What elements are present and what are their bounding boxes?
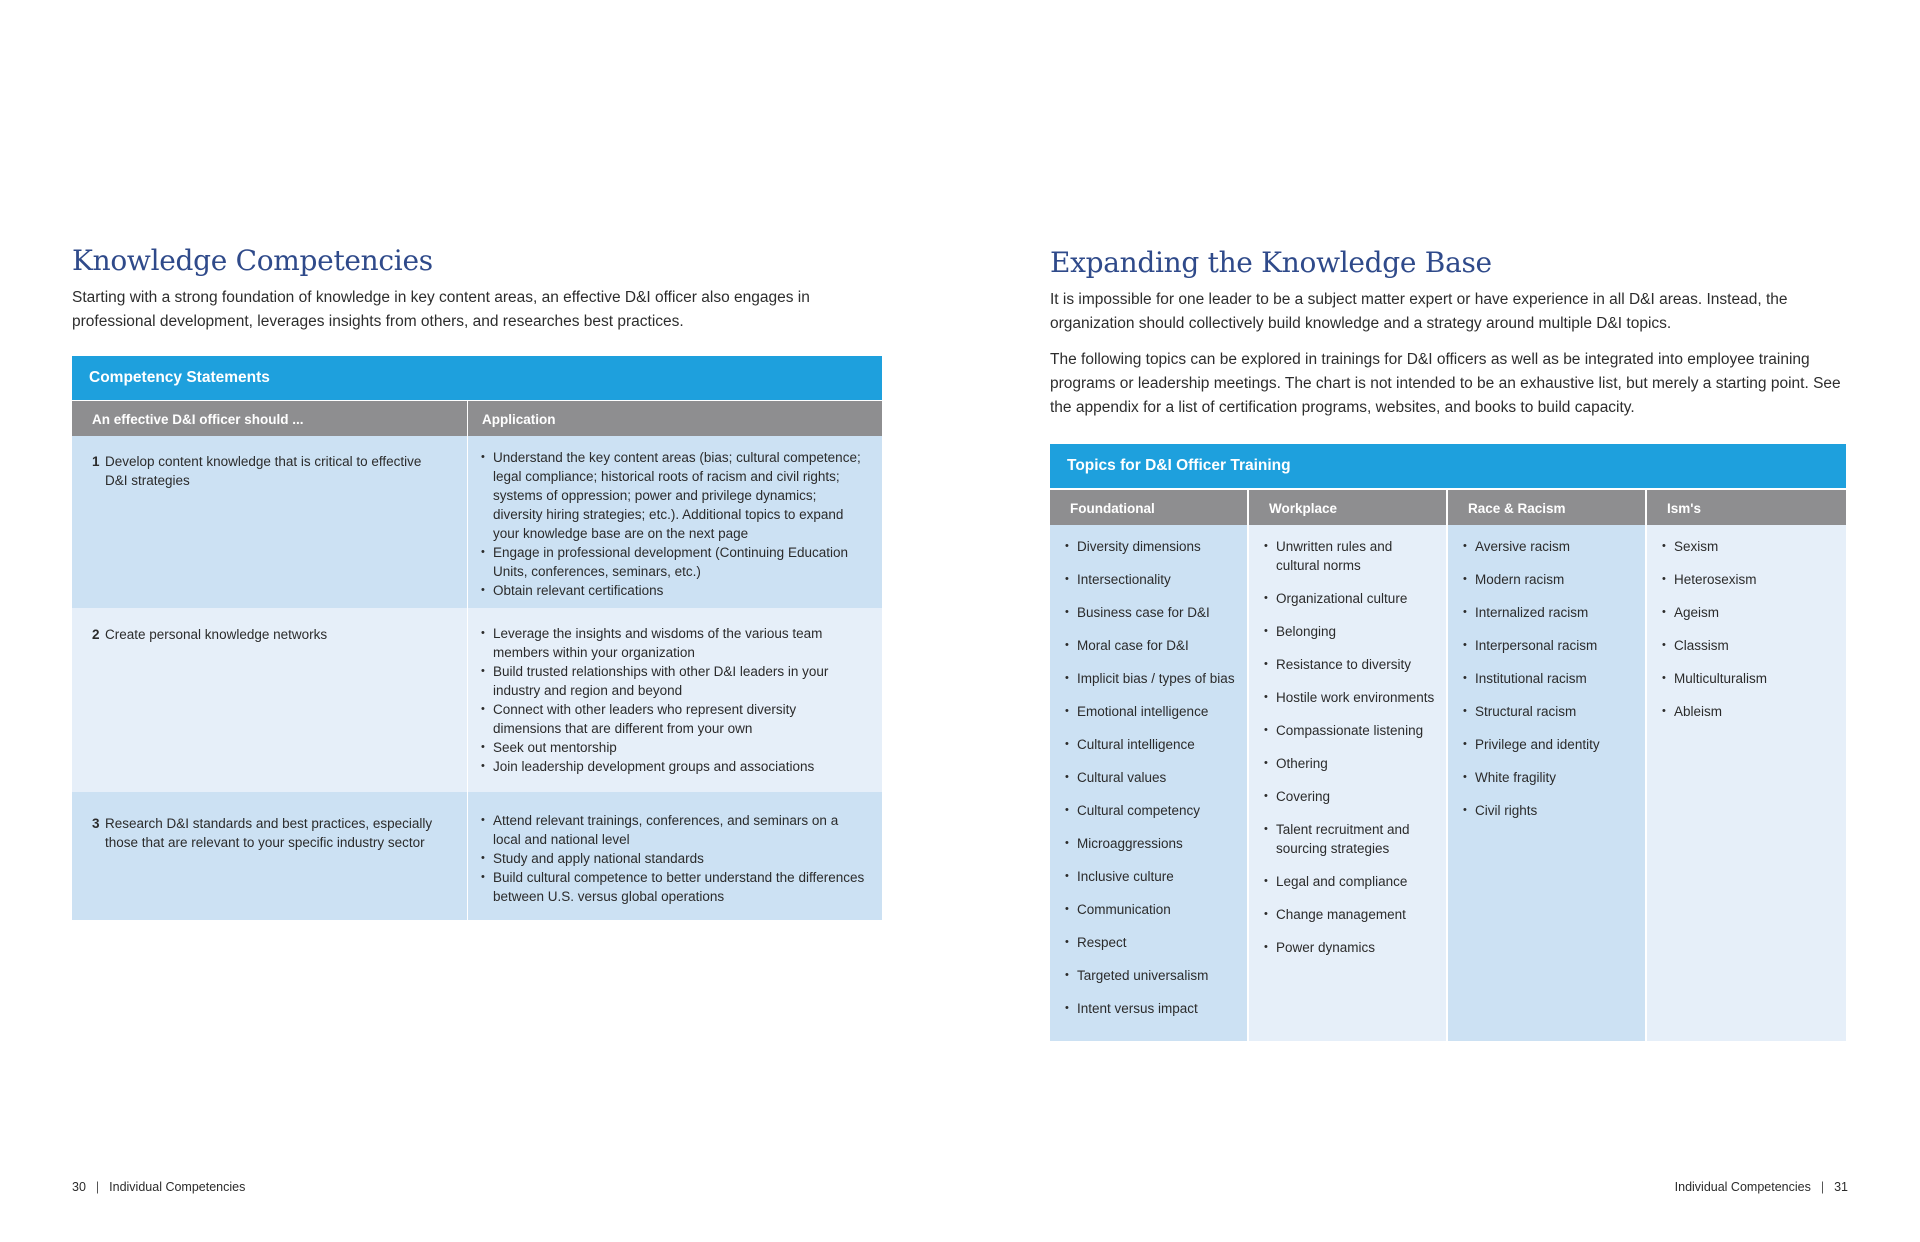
list-item: • Build cultural competence to better understand the differences between U.S. versus global operations xyxy=(480,868,868,906)
row-number: 1 xyxy=(92,454,100,469)
list-item: • Intent versus impact xyxy=(1064,999,1239,1018)
list-item: • Privilege and identity xyxy=(1462,735,1637,754)
table-title: Topics for D&I Officer Training xyxy=(1050,444,1846,488)
page-footer xyxy=(1675,1180,1848,1194)
list-item: • Engage in professional development (Continuing Education Units, conferences, seminars, etc.) xyxy=(480,543,868,581)
footer-separator: | xyxy=(95,1180,100,1194)
intro-paragraph: It is impossible for one leader to be a subject matter expert or have experience in all D&I areas. Instead, the organization should collectively build knowledge and a strategy around multiple D&I topics. xyxy=(1050,291,1788,332)
list-item: • Leverage the insights and wisdoms of the various team members within your organization xyxy=(480,624,868,662)
list-item: • Talent recruitment and sourcing strategies xyxy=(1263,820,1438,858)
footer-separator: | xyxy=(1820,1180,1825,1194)
list-item: • Multiculturalism xyxy=(1661,669,1838,688)
list-item: • Diversity dimensions xyxy=(1064,537,1239,556)
list-item: • Hostile work environments xyxy=(1263,688,1438,707)
list-item: • White fragility xyxy=(1462,768,1637,787)
list-item: • Aversive racism xyxy=(1462,537,1637,556)
intro-paragraph: Starting with a strong foundation of knowledge in key content areas, an effective D&I officer also engages in professional development, leverages insights from others, and researches best practices. xyxy=(72,289,810,330)
column-header-race-racism: Race & Racism xyxy=(1448,490,1647,525)
list-item: • Join leadership development groups and associations xyxy=(480,757,868,776)
list-item: • Attend relevant trainings, conferences, and seminars on a local and national level xyxy=(480,811,868,849)
footer-section: Individual Competencies xyxy=(1674,1180,1811,1194)
competency-statement xyxy=(72,436,468,608)
list-item: • Obtain relevant certifications xyxy=(480,581,868,600)
list-item: • Cultural competency xyxy=(1064,801,1239,820)
list-item: • Legal and compliance xyxy=(1263,872,1438,891)
list-item: • Intersectionality xyxy=(1064,570,1239,589)
list-item: • Change management xyxy=(1263,905,1438,924)
list-item: • Internalized racism xyxy=(1462,603,1637,622)
column-header-foundational: Foundational xyxy=(1050,490,1249,525)
table-header-row xyxy=(72,401,882,436)
list-item: • Cultural intelligence xyxy=(1064,735,1239,754)
list-item: • Understand the key content areas (bias; cultural competence; legal compliance; historical roots of racism and civil rights; systems of oppression; power and privilege dynamics; diversity hiring strategies; etc.). Additional topics to expand your knowledge base are on the next page xyxy=(480,448,868,543)
competency-table xyxy=(72,356,882,920)
column-foundational xyxy=(1050,525,1249,1041)
right-page xyxy=(960,0,1920,1242)
list-item: • Modern racism xyxy=(1462,570,1637,589)
column-isms xyxy=(1647,525,1846,1041)
column-header-workplace: Workplace xyxy=(1249,490,1448,525)
list-item: • Compassionate listening xyxy=(1263,721,1438,740)
table-body xyxy=(1050,525,1846,1041)
competency-statement xyxy=(72,792,468,920)
page-number: 30 xyxy=(72,1180,86,1194)
application-cell xyxy=(468,608,882,792)
list-item: • Resistance to diversity xyxy=(1263,655,1438,674)
topics-table xyxy=(1050,444,1846,1041)
page-footer xyxy=(72,1180,245,1194)
list-item: • Implicit bias / types of bias xyxy=(1064,669,1239,688)
list-item: • Belonging xyxy=(1263,622,1438,641)
list-item: • Organizational culture xyxy=(1263,589,1438,608)
list-item: • Moral case for D&I xyxy=(1064,636,1239,655)
list-item: • Institutional racism xyxy=(1462,669,1637,688)
list-item: • Inclusive culture xyxy=(1064,867,1239,886)
row-number: 3 xyxy=(92,816,100,831)
column-workplace xyxy=(1249,525,1448,1041)
table-row xyxy=(72,436,882,608)
table-row xyxy=(72,792,882,920)
list-item: • Business case for D&I xyxy=(1064,603,1239,622)
column-race-racism xyxy=(1448,525,1647,1041)
table-header-row xyxy=(1050,490,1846,525)
list-item: • Study and apply national standards xyxy=(480,849,868,868)
statement-text: Create personal knowledge networks xyxy=(105,627,328,642)
list-item: • Targeted universalism xyxy=(1064,966,1239,985)
list-item: • Power dynamics xyxy=(1263,938,1438,957)
column-header-statement: An effective D&I officer should ... xyxy=(72,401,468,436)
competency-statement xyxy=(72,608,468,792)
footer-section: Individual Competencies xyxy=(109,1180,246,1194)
list-item: • Communication xyxy=(1064,900,1239,919)
column-header-application: Application xyxy=(468,401,882,436)
list-item: • Covering xyxy=(1263,787,1438,806)
list-item: • Emotional intelligence xyxy=(1064,702,1239,721)
list-item: • Sexism xyxy=(1661,537,1838,556)
list-item: • Ableism xyxy=(1661,702,1838,721)
list-item: • Interpersonal racism xyxy=(1462,636,1637,655)
page-title: Knowledge Competencies xyxy=(72,244,433,277)
list-item: • Heterosexism xyxy=(1661,570,1838,589)
list-item: • Seek out mentorship xyxy=(480,738,868,757)
list-item: • Othering xyxy=(1263,754,1438,773)
list-item: • Unwritten rules and cultural norms xyxy=(1263,537,1438,575)
intro-paragraph: The following topics can be explored in trainings for D&I officers as well as be integrated into employee training programs or leadership meetings. The chart is not intended to be an exhaustive list, but merely a starting point. See the appendix for a list of certification programs, websites, and books to build capacity. xyxy=(1050,351,1841,416)
list-item: • Microaggressions xyxy=(1064,834,1239,853)
statement-text: Develop content knowledge that is critical to effective D&I strategies xyxy=(105,454,422,488)
application-cell xyxy=(468,436,882,608)
table-title: Competency Statements xyxy=(72,356,882,400)
row-number: 2 xyxy=(92,627,100,642)
page-title: Expanding the Knowledge Base xyxy=(1050,246,1492,279)
column-header-isms: Ism's xyxy=(1647,490,1846,525)
statement-text: Research D&I standards and best practices, especially those that are relevant to your specific industry sector xyxy=(105,816,433,850)
list-item: • Connect with other leaders who represent diversity dimensions that are different from your own xyxy=(480,700,868,738)
list-item: • Ageism xyxy=(1661,603,1838,622)
page-number: 31 xyxy=(1834,1180,1848,1194)
table-row xyxy=(72,608,882,792)
list-item: • Build trusted relationships with other D&I leaders in your industry and region and beyond xyxy=(480,662,868,700)
list-item: • Civil rights xyxy=(1462,801,1637,820)
list-item: • Structural racism xyxy=(1462,702,1637,721)
list-item: • Respect xyxy=(1064,933,1239,952)
list-item: • Classism xyxy=(1661,636,1838,655)
list-item: • Cultural values xyxy=(1064,768,1239,787)
application-cell xyxy=(468,792,882,920)
